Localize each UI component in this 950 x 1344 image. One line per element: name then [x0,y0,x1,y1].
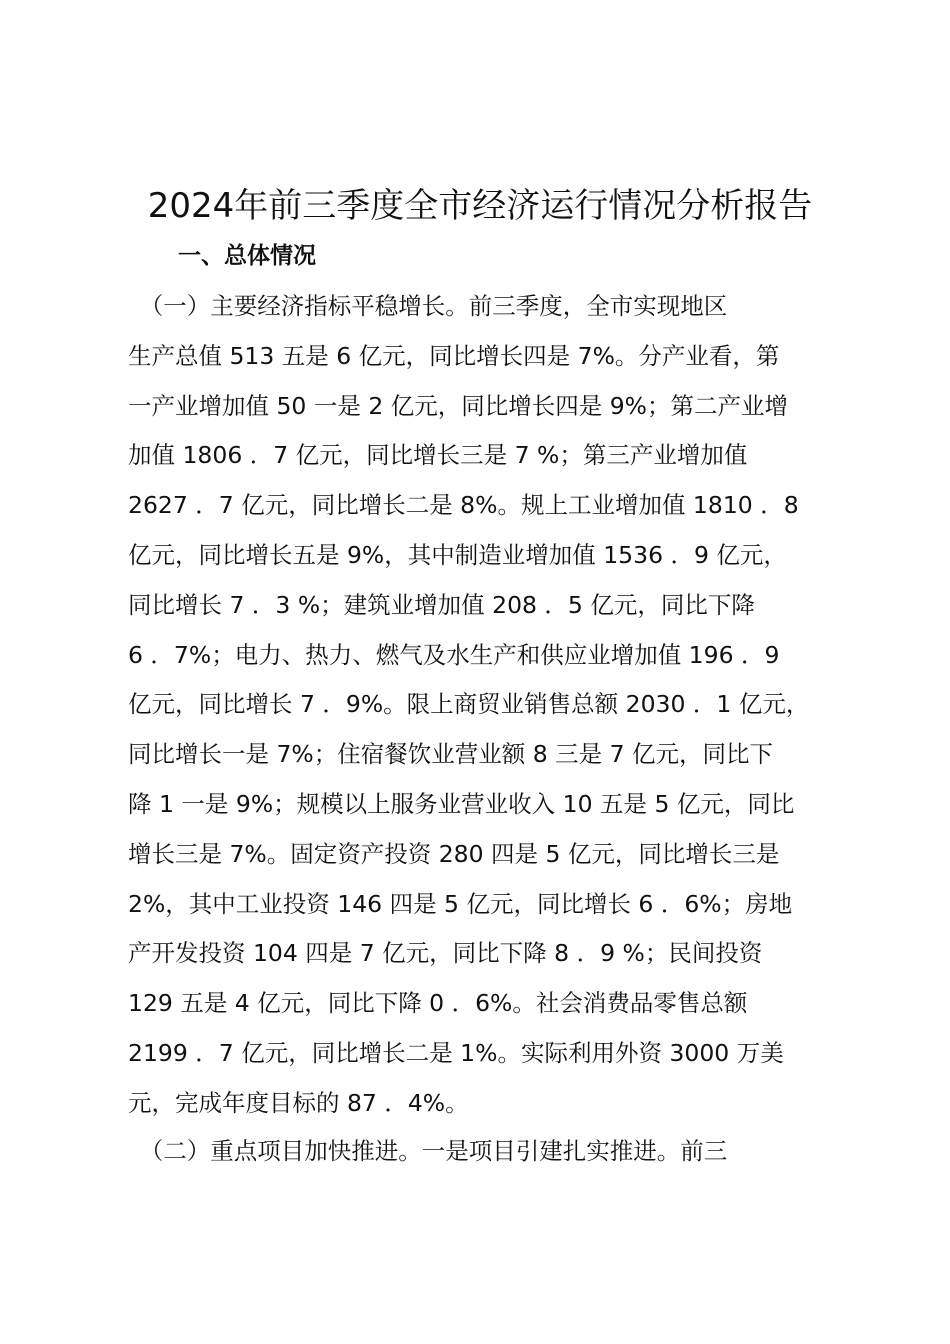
text-line: 降 1 一是 9%；规模以上服务业营业收入 10 五是 5 亿元，同比 [128,789,795,818]
text-line: 增长三是 7%。固定资产投资 280 四是 5 亿元，同比增长三是 [128,839,780,868]
text-line: 2%，其中工业投资 146 四是 5 亿元，同比增长 6 ．6%；房地 [128,889,793,918]
text-line: 2199 ．7 亿元，同比增长二是 1%。实际利用外资 3000 万美 [128,1038,784,1067]
text-line: 一产业增加值 50 一是 2 亿元，同比增长四是 9%；第二产业增 [128,391,788,420]
document-title: 2024年前三季度全市经济运行情况分析报告 [147,186,813,226]
text-line: （一）主要经济指标平稳增长。前三季度，全市实现地区 [128,292,728,320]
text-line: （二）重点项目加快推进。一是项目引建扎实推进。前三 [128,1137,728,1165]
text-line: 129 五是 4 亿元，同比下降 0 ．6%。社会消费品零售总额 [128,989,748,1018]
text-line: 产开发投资 104 四是 7 亿元，同比下降 8 ．9 %；民间投资 [128,939,763,968]
text-line: 6 ．7%；电力、热力、燃气及水生产和供应业增加值 196 ．9 [128,640,780,669]
text-line: 元，完成年度目标的 87 ．4%。 [128,1088,469,1117]
text-line: 生产总值 513 五是 6 亿元，同比增长四是 7%。分产业看，第 [128,341,780,370]
text-line: 2627 ．7 亿元，同比增长二是 8%。规上工业增加值 1810 ．8 [128,491,799,520]
text-line: 亿元，同比增长五是 9%，其中制造业增加值 1536 ．9 亿元， [128,540,787,569]
text-line: 同比增长一是 7%；住宿餐饮业营业额 8 三是 7 亿元，同比下 [128,740,774,769]
paragraph-main-indicators [128,282,848,1129]
paragraph-key-projects [128,1127,848,1177]
text-line: 亿元，同比增长 7 ．9%。限上商贸业销售总额 2030 ．1 亿元， [128,690,810,719]
section-heading: 一、总体情况 [178,243,316,269]
text-line: 加值 1806 ．7 亿元，同比增长三是 7 %；第三产业增加值 [128,441,748,470]
text-line: 同比增长 7 ．3 %；建筑业增加值 208 ．5 亿元，同比下降 [128,590,755,619]
